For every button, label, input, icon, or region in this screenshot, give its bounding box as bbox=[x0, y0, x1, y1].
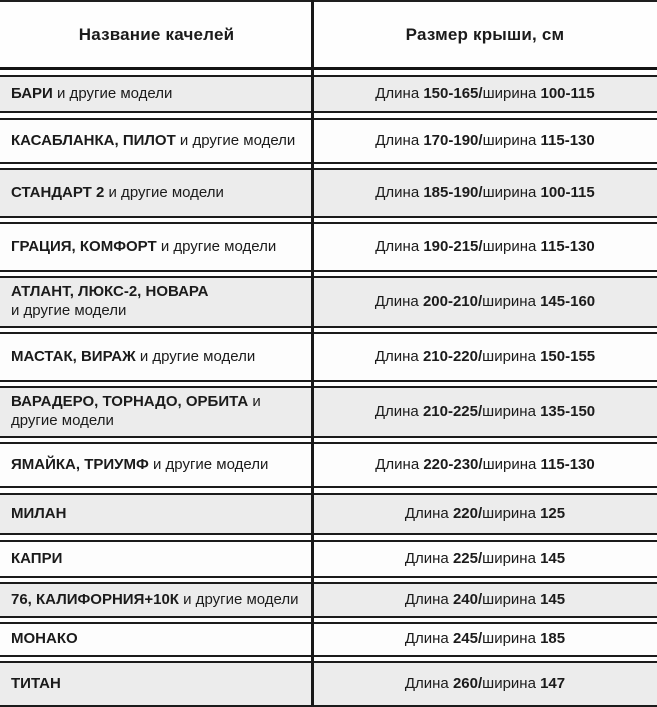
header-roof-size bbox=[313, 2, 657, 67]
swing-name-cell bbox=[0, 388, 313, 436]
table-row bbox=[0, 493, 657, 535]
swing-model-name: ТИТАН bbox=[11, 674, 61, 692]
swing-name-cell bbox=[0, 542, 313, 576]
roof-size-cell: Длина 220/ширина 125 bbox=[404, 504, 566, 522]
table-row bbox=[0, 661, 657, 707]
swing-name-cell bbox=[0, 224, 313, 270]
table-row bbox=[0, 75, 657, 113]
roof-size-cell: Длина 260/ширина 147 bbox=[404, 674, 566, 692]
header-swing-name-label: Название качелей bbox=[78, 24, 235, 44]
swing-model-suffix: и другие модели bbox=[57, 84, 173, 102]
table-row bbox=[0, 386, 657, 438]
swing-name-cell bbox=[0, 278, 313, 326]
roof-size-cell: Длина 185-190/ширина 100-115 bbox=[375, 183, 595, 201]
swing-model-name: АТЛАНТ, ЛЮКС-2, НОВАРА bbox=[11, 283, 209, 301]
swing-model-name: 76, КАЛИФОРНИЯ+10К bbox=[11, 590, 179, 608]
swing-name-cell bbox=[0, 584, 313, 616]
roof-size-cell: Длина 225/ширина 145 bbox=[404, 549, 566, 567]
roof-size-cell: Длина 150-165/ширина 100-115 bbox=[375, 84, 595, 102]
table-row bbox=[0, 276, 657, 328]
table-row bbox=[0, 622, 657, 657]
swing-model-suffix: и другие модели bbox=[179, 131, 296, 149]
header-swing-name bbox=[0, 2, 313, 67]
table-header-row bbox=[0, 2, 657, 70]
roof-size-cell: Длина 240/ширина 145 bbox=[404, 590, 566, 608]
roof-size-cell: Длина 210-225/ширина 135-150 bbox=[374, 402, 596, 420]
swing-model-suffix: и другие модели bbox=[11, 393, 261, 429]
table-row bbox=[0, 118, 657, 164]
swing-name-cell bbox=[0, 624, 313, 655]
swing-model-name: МОНАКО bbox=[11, 630, 78, 648]
swing-name-cell bbox=[0, 663, 313, 705]
column-divider bbox=[311, 0, 314, 705]
header-roof-size-label: Размер крыши, см bbox=[405, 24, 565, 44]
swing-model-name: ЯМАЙКА, ТРИУМФ bbox=[11, 455, 149, 473]
table-row bbox=[0, 540, 657, 578]
swing-model-name: СТАНДАРТ 2 bbox=[11, 183, 105, 201]
swing-name-cell bbox=[0, 170, 313, 216]
roof-size-cell: Длина 190-215/ширина 115-130 bbox=[375, 237, 595, 255]
swing-name-cell bbox=[0, 77, 313, 111]
swing-model-name: КАСАБЛАНКА, ПИЛОТ bbox=[11, 131, 176, 149]
swing-model-suffix: и другие модели bbox=[183, 590, 299, 608]
table-row bbox=[0, 168, 657, 218]
table-row bbox=[0, 582, 657, 618]
swing-model-name: БАРИ bbox=[11, 84, 53, 102]
swing-model-name: ВАРАДЕРО, ТОРНАДО, ОРБИТА bbox=[11, 393, 249, 411]
roof-size-cell: Длина 200-210/ширина 145-160 bbox=[374, 292, 596, 310]
swing-name-cell bbox=[0, 334, 313, 380]
table-row bbox=[0, 222, 657, 272]
swing-name-cell bbox=[0, 120, 313, 162]
swing-model-suffix: и другие модели bbox=[139, 347, 256, 365]
roof-size-cell: Длина 210-220/ширина 150-155 bbox=[374, 347, 596, 365]
swing-model-suffix: и другие модели bbox=[160, 237, 277, 255]
table-row bbox=[0, 442, 657, 488]
swing-model-name: МАСТАК, ВИРАЖ bbox=[11, 347, 136, 365]
swing-name-cell bbox=[0, 444, 313, 486]
roof-size-cell: Длина 170-190/ширина 115-130 bbox=[375, 131, 595, 149]
swing-model-suffix: и другие модели bbox=[11, 302, 127, 319]
roof-size-cell: Длина 245/ширина 185 bbox=[404, 630, 566, 648]
swing-name-cell bbox=[0, 495, 313, 533]
table-row bbox=[0, 332, 657, 382]
swing-model-suffix: и другие модели bbox=[108, 183, 224, 201]
swing-model-name: КАПРИ bbox=[11, 549, 63, 567]
swing-model-name: ГРАЦИЯ, КОМФОРТ bbox=[11, 237, 157, 255]
swing-model-name: МИЛАН bbox=[11, 504, 67, 522]
roof-size-cell: Длина 220-230/ширина 115-130 bbox=[375, 455, 595, 473]
swing-model-suffix: и другие модели bbox=[152, 455, 269, 473]
